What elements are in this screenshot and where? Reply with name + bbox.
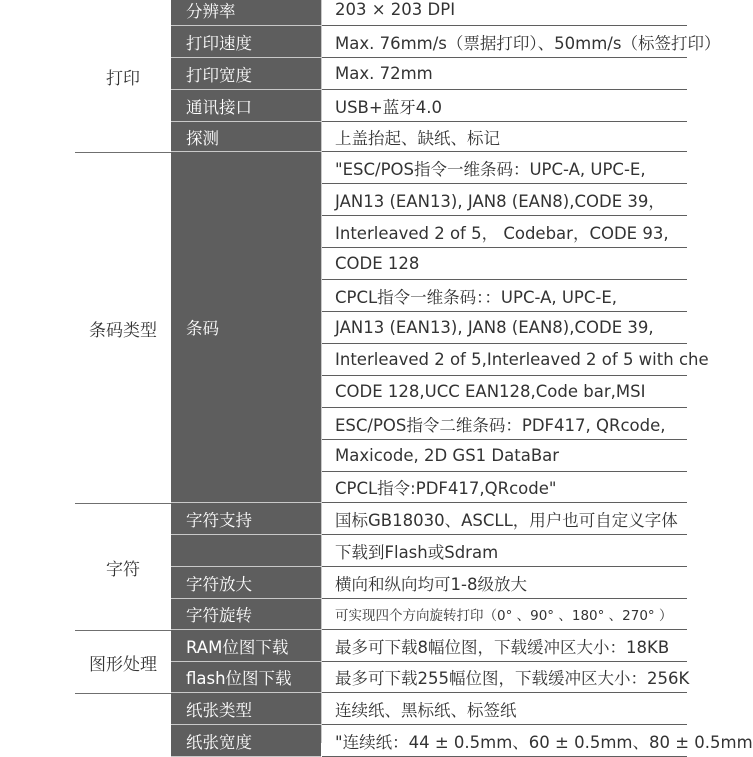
row-value: ESC/POS指令二维条码：PDF417, QRcode,: [322, 408, 687, 440]
row-label: flash位图下载: [171, 662, 321, 693]
category-print-label: 打印: [106, 68, 140, 89]
row-label: 字符支持: [171, 503, 321, 535]
row-label: 分辨率: [171, 0, 321, 26]
row-value: 国标GB18030、ASCLL，用户也可自定义字体: [322, 503, 687, 535]
row-value: JAN13 (EAN13), JAN8 (EAN8),CODE 39,: [322, 312, 687, 344]
row-value: 203 × 203 DPI: [322, 0, 687, 26]
row-value: 上盖抬起、缺纸、标记: [322, 122, 687, 152]
row-label: RAM位图下载: [171, 630, 321, 662]
row-label: 字符放大: [171, 567, 321, 599]
row-label: 打印速度: [171, 26, 321, 58]
row-value: "连续纸：44 ± 0.5mm、60 ± 0.5mm、80 ± 0.5mm: [322, 725, 687, 757]
category-barcode-label: 条码类型: [89, 321, 157, 341]
row-label: 字符旋转: [171, 599, 321, 630]
row-value: "ESC/POS指令一维条码：UPC-A, UPC-E,: [322, 152, 687, 184]
category-barcode: [75, 152, 171, 504]
row-value: CODE 128,UCC EAN128,Code bar,MSI: [322, 376, 687, 408]
category-font-label: 字符: [106, 560, 140, 580]
category-paper: [75, 693, 171, 744]
row-label: 纸张宽度: [171, 725, 321, 757]
row-value: Maxicode, 2D GS1 DataBar: [322, 440, 687, 472]
row-label: 探测: [171, 122, 321, 152]
row-value: 横向和纵向均可1-8级放大: [322, 567, 687, 599]
row-value: CPCL指令一维条码：：UPC-A, UPC-E,: [322, 280, 687, 312]
category-graphics: [75, 630, 171, 694]
row-value: 可实现四个方向旋转打印（0° 、90° 、180° 、270° ）: [322, 599, 687, 630]
row-value: 最多可下载8幅位图，下载缓冲区大小：18KB: [322, 630, 687, 662]
row-value: Max. 72mm: [322, 58, 687, 90]
row-value: JAN13 (EAN13), JAN8 (EAN8),CODE 39，: [322, 184, 687, 216]
row-value: CODE 128: [322, 248, 687, 280]
row-value: Max. 76mm/s（票据打印）、50mm/s（标签打印）: [322, 26, 687, 58]
row-value: Interleaved 2 of 5,Interleaved 2 of 5 with che: [322, 344, 687, 376]
row-value: 下载到Flash或Sdram: [322, 535, 687, 567]
category-font: [75, 503, 171, 631]
row-value: 最多可下载255幅位图，下载缓冲区大小：256K: [322, 662, 687, 693]
row-label-barcode: 条码: [171, 152, 321, 503]
row-label: [171, 535, 321, 567]
row-value: Interleaved 2 of 5， Codebar，CODE 93,: [322, 216, 687, 248]
category-print: [75, 0, 171, 152]
row-label: 通讯接口: [171, 90, 321, 122]
row-value: USB+蓝牙4.0: [322, 90, 687, 122]
category-graphics-label: 图形处理: [89, 655, 157, 675]
row-label: 打印宽度: [171, 58, 321, 90]
row-label: 纸张类型: [171, 693, 321, 725]
row-value: 连续纸、黑标纸、标签纸: [322, 693, 687, 725]
row-value: CPCL指令:PDF417,QRcode": [322, 472, 687, 503]
